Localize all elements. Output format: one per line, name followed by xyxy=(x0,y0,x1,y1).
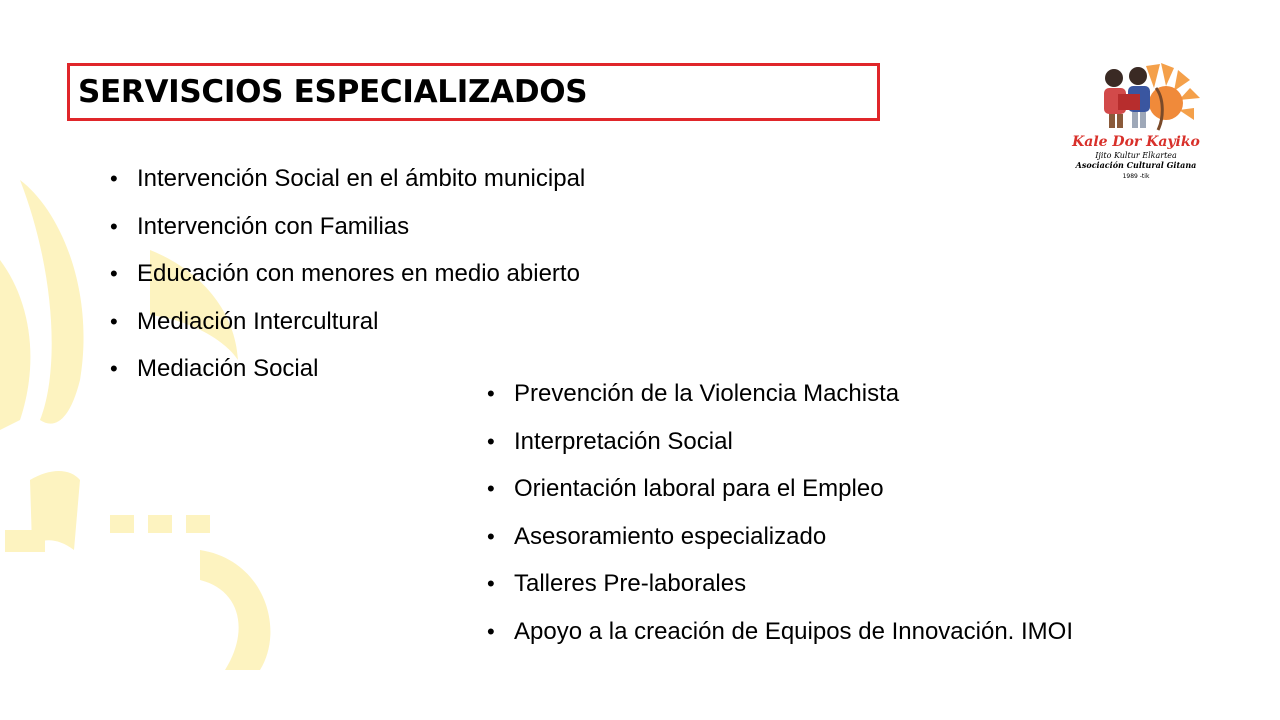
sun-icon xyxy=(1146,63,1200,120)
title-box xyxy=(67,63,880,121)
list-item: • Intervención Social en el ámbito municipal xyxy=(137,165,585,213)
svg-text:Kale Dor Kayiko xyxy=(1071,134,1200,150)
logo-line2: Asociación Cultural Gitana xyxy=(1075,160,1197,170)
list-item: • Mediación Social xyxy=(137,355,585,403)
list-item: • Asesoramiento especializado xyxy=(514,523,1073,571)
logo-line1: Ijito Kultur Elkartea xyxy=(1095,151,1177,160)
kale-dor-kayiko-logo xyxy=(1066,58,1206,183)
services-list-right xyxy=(514,380,1073,665)
list-item: • Orientación laboral para el Empleo xyxy=(514,475,1073,523)
list-item: • Educación con menores en medio abierto xyxy=(137,260,585,308)
slide-title: SERVISCIOS ESPECIALIZADOS xyxy=(78,74,588,110)
list-item: • Interpretación Social xyxy=(514,428,1073,476)
services-list-left xyxy=(137,165,585,403)
list-item: • Apoyo a la creación de Equipos de Innovación. IMOI xyxy=(514,618,1073,666)
list-item: • Talleres Pre-laborales xyxy=(514,570,1073,618)
logo-year: 1989 -tik xyxy=(1122,173,1150,180)
list-item: • Prevención de la Violencia Machista xyxy=(514,380,1073,428)
list-item: • Intervención con Familias xyxy=(137,213,585,261)
list-item: • Mediación Intercultural xyxy=(137,308,585,356)
logo-name: Kale Dor Kayiko xyxy=(1072,134,1200,150)
